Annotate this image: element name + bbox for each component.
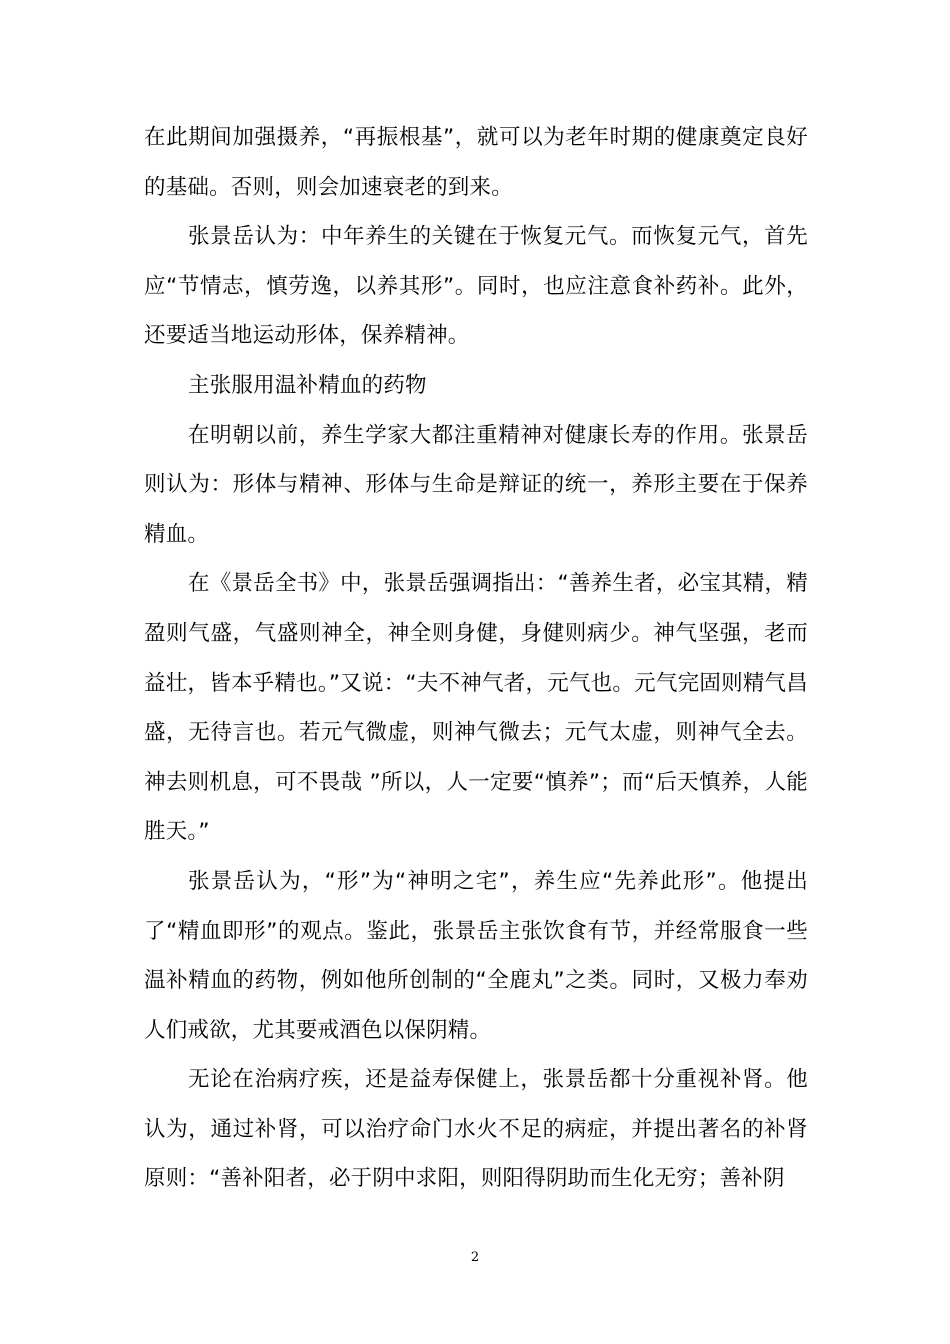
paragraph-middle-age-health: 张景岳认为：中年养生的关键在于恢复元气。而恢复元气，首先应“节情志，慎劳逸，以养其形”。同时，也应注意食补药补。此外，还要适当地运动形体，保养精神。: [144, 224, 808, 349]
paragraph-essence-blood: 张景岳认为，“形”为“神明之宅”，养生应“先养此形”。他提出了“精血即形”的观点。鉴此，张景岳主张饮食有节，并经常服食一些温补精血的药物，例如他所创制的“全鹿丸”之类。同时，又极力奉劝人们戒欲，尤其要戒酒色以保阴精。: [144, 868, 808, 1043]
paragraph-kidney-tonifying: 无论在治病疗疾，还是益寿保健上，张景岳都十分重视补肾。他认为，通过补肾，可以治疗命门水火不足的病症，并提出著名的补肾原则：“善补阳者，必于阴中求阳，则阳得阴助而生化无穷；善补阴: [144, 1067, 808, 1192]
page-number: 2: [470, 1250, 480, 1265]
paragraph-form-and-spirit: 在明朝以前，养生学家大都注重精神对健康长寿的作用。张景岳则认为：形体与精神、形体与生命是辩证的统一，养形主要在于保养精血。: [144, 422, 808, 547]
paragraph-jingyue-quanshu-quote: 在《景岳全书》中，张景岳强调指出：“善养生者，必宝其精，精盈则气盛，气盛则神全，神全则身健，身健则病少。神气坚强，老而益壮，皆本乎精也。”又说：“夫不神气者，元气也。元气完固则精气昌盛，无待言也。若元气微虚，则神气微去；元气太虚，则神气全去。神去则机息，可不畏哉 ”所以，人一定要“慎养”；而“后天慎养，人能胜天。”: [144, 571, 808, 845]
document-body: [144, 113, 808, 1204]
paragraph-continuation: 在此期间加强摄养，“再振根基”，就可以为老年时期的健康奠定良好的基础。否则，则会加速衰老的到来。: [144, 125, 808, 200]
section-heading: 主张服用温补精血的药物: [188, 372, 427, 398]
